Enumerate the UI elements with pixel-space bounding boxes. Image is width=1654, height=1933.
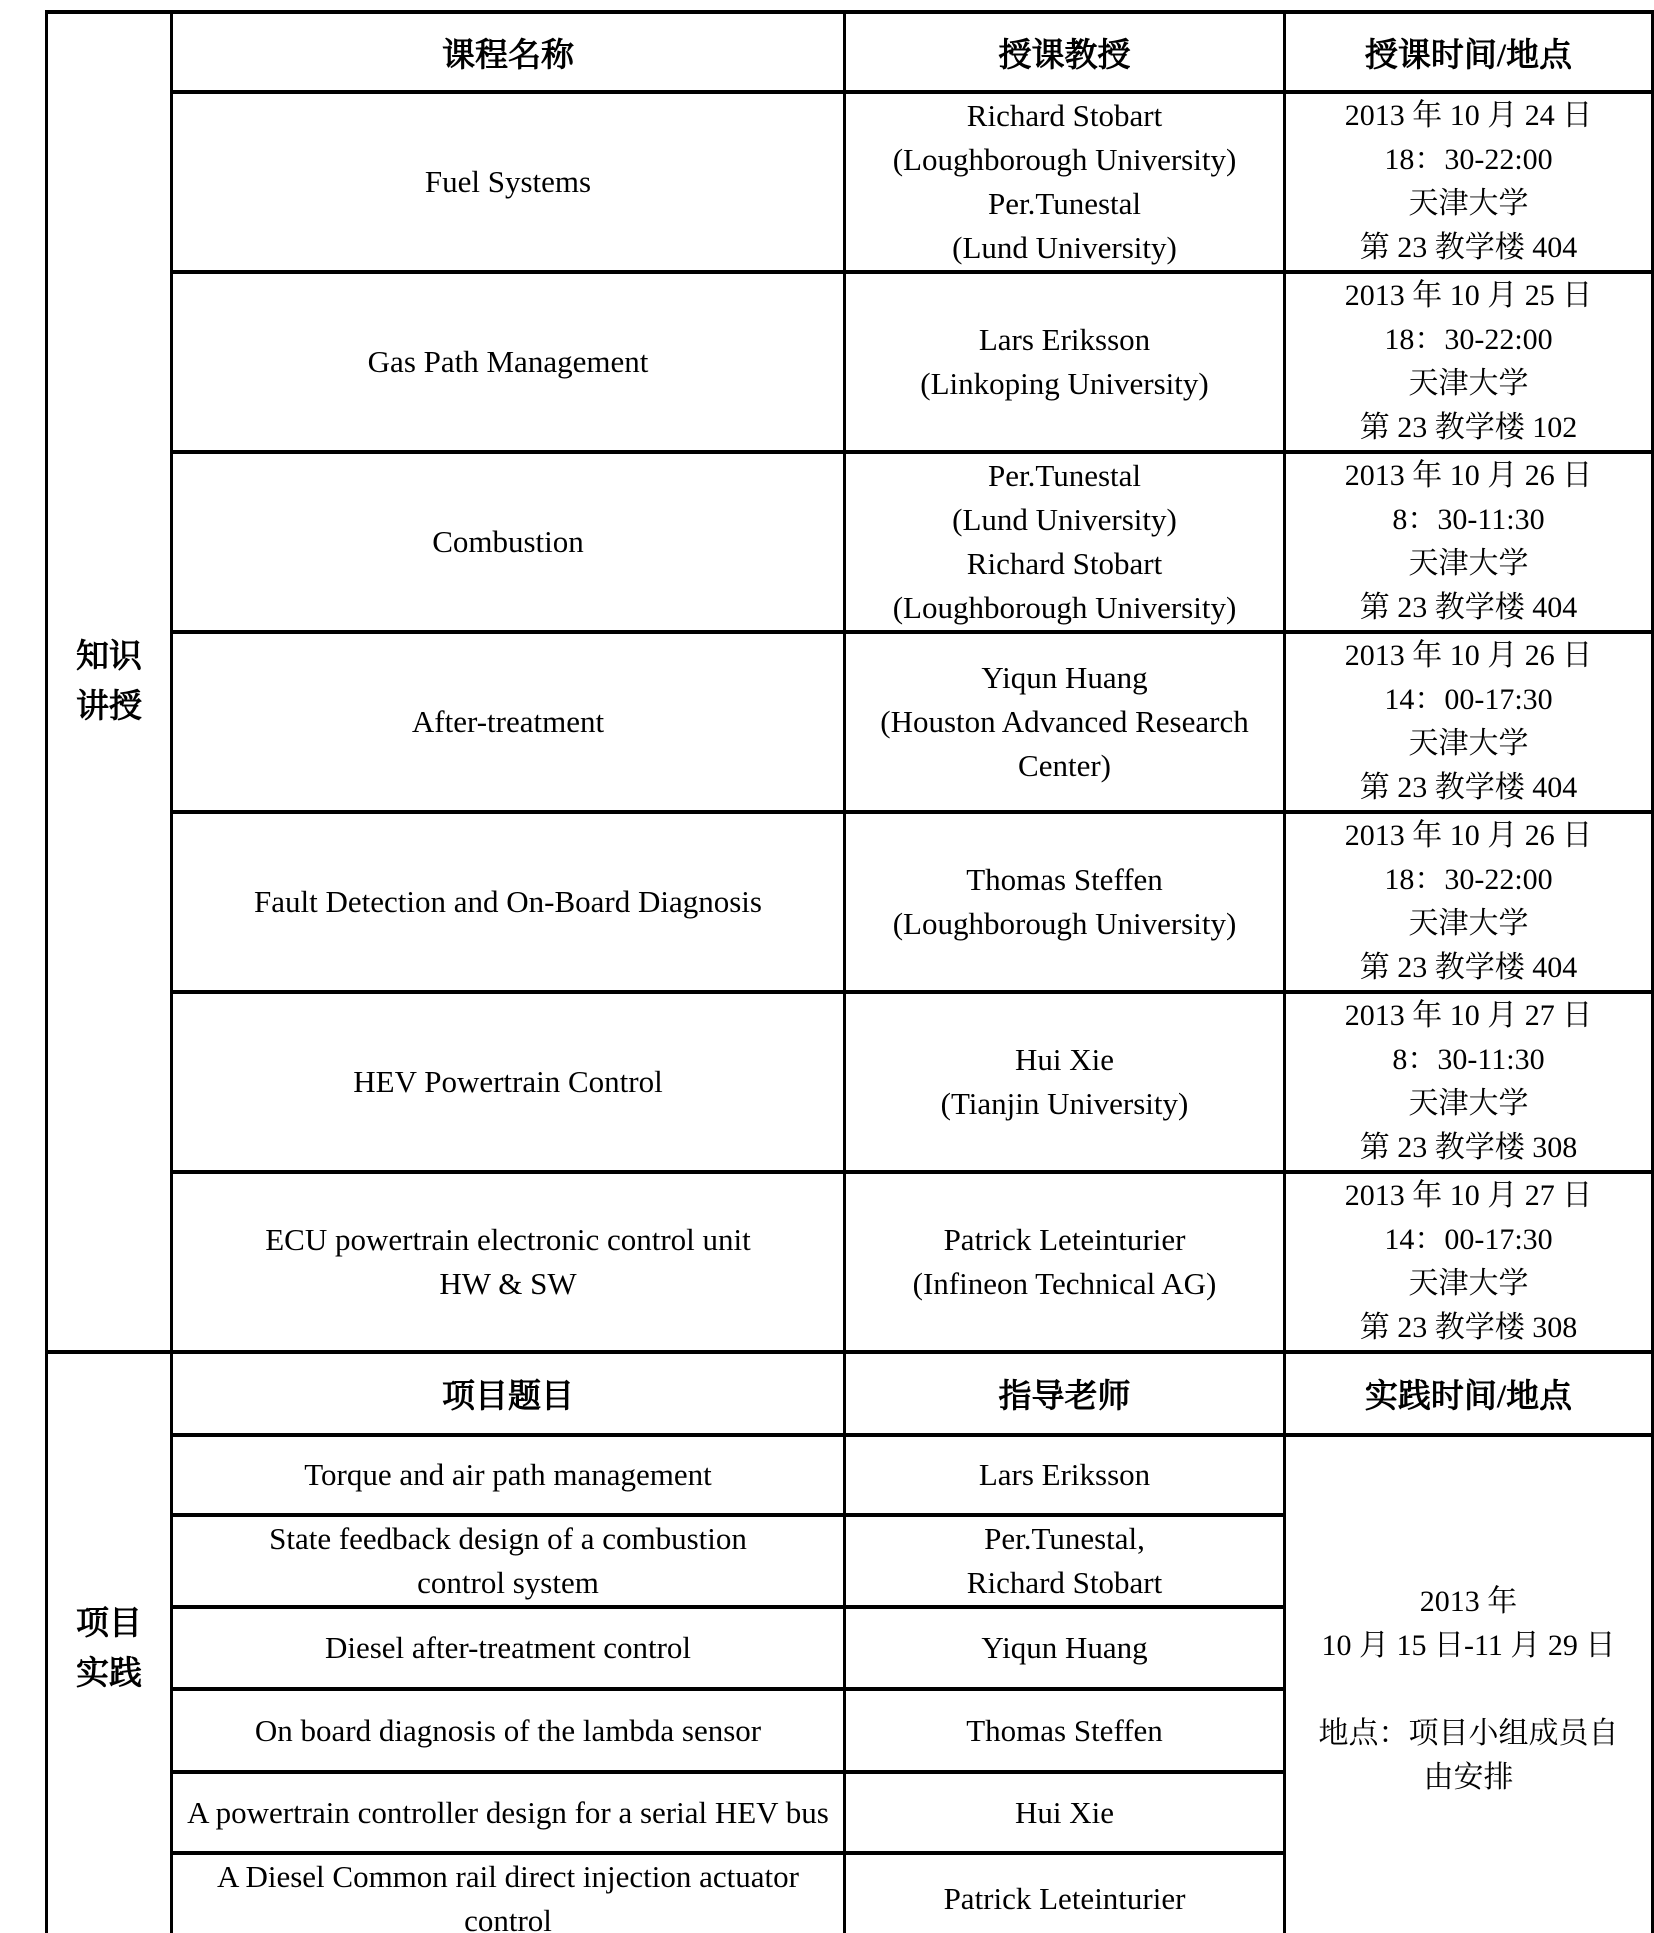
time-line: 2013 年 10 月 27 日: [1344, 1179, 1593, 1212]
project-cell: [172, 1853, 845, 1933]
teacher-cell: [845, 1853, 1285, 1933]
time-cell: [1285, 272, 1653, 452]
professor-cell: [845, 92, 1285, 272]
time-cell: [1285, 812, 1653, 992]
time-line: 第 23 教学楼 308: [1359, 1131, 1578, 1164]
professor-line: (Lund University): [952, 230, 1177, 265]
time-cell: [1285, 1172, 1653, 1352]
course-name: Combustion: [432, 524, 584, 559]
header-teaching-time-location: 授课时间/地点: [1285, 12, 1653, 92]
table-row: [47, 452, 1653, 632]
professor-cell: [845, 1172, 1285, 1352]
teacher-line: Patrick Leteinturier: [943, 1881, 1186, 1916]
table-row: [47, 1435, 1653, 1515]
time-line: 天津大学: [1408, 1087, 1529, 1120]
teacher-line: Richard Stobart: [966, 1565, 1163, 1600]
time-cell: [1285, 452, 1653, 632]
course-cell: [172, 812, 845, 992]
header-professor: 授课教授: [845, 12, 1285, 92]
table-row: [47, 992, 1653, 1172]
professor-line: Per.Tunestal: [987, 186, 1142, 221]
time-cell: [1285, 92, 1653, 272]
project-cell: [172, 1772, 845, 1853]
time-line: 第 23 教学楼 404: [1359, 231, 1578, 264]
course-name: ECU powertrain electronic control unit: [265, 1222, 751, 1257]
teacher-line: Lars Eriksson: [978, 1457, 1151, 1492]
time-line: 天津大学: [1408, 187, 1529, 220]
time-line: 2013 年 10 月 26 日: [1344, 459, 1593, 492]
professor-line: (Houston Advanced Research: [880, 704, 1249, 739]
course-cell: [172, 992, 845, 1172]
professor-cell: [845, 992, 1285, 1172]
project-cell: [172, 1689, 845, 1772]
course-cell: [172, 1172, 845, 1352]
course-name: HEV Powertrain Control: [353, 1064, 663, 1099]
course-name: Gas Path Management: [367, 344, 649, 379]
time-line: 天津大学: [1408, 367, 1529, 400]
professor-line: (Lund University): [952, 502, 1177, 537]
professor-line: Patrick Leteinturier: [943, 1222, 1186, 1257]
teacher-line: Hui Xie: [1014, 1794, 1114, 1830]
course-name: After-treatment: [411, 704, 605, 739]
time-line: 18：30-22:00: [1384, 323, 1553, 356]
teacher-line: Per.Tunestal,: [984, 1521, 1145, 1556]
group-label-line: 项目: [76, 1605, 142, 1642]
group-label-knowledge-teaching: [47, 12, 172, 1352]
course-name: HW & SW: [439, 1266, 577, 1301]
practice-time-line: 由安排: [1423, 1761, 1514, 1794]
professor-line: (Linkoping University): [920, 366, 1209, 401]
professor-line: Thomas Steffen: [966, 862, 1163, 897]
professor-line: Yiqun Huang: [981, 660, 1148, 695]
project-title: Torque and air path management: [304, 1457, 712, 1492]
time-line: 2013 年 10 月 25 日: [1344, 279, 1593, 312]
time-line: 第 23 教学楼 404: [1359, 951, 1578, 984]
project-title: Diesel after-treatment control: [324, 1630, 692, 1665]
table-row: [47, 272, 1653, 452]
time-line: 2013 年 10 月 24 日: [1344, 99, 1593, 132]
course-cell: [172, 452, 845, 632]
teacher-cell: [845, 1689, 1285, 1772]
professor-cell: [845, 452, 1285, 632]
professor-cell: [845, 632, 1285, 812]
project-title: control: [464, 1903, 552, 1933]
teacher-cell: [845, 1607, 1285, 1689]
teacher-cell: [845, 1435, 1285, 1515]
table-row: [47, 1172, 1653, 1352]
teacher-line: Yiqun Huang: [981, 1630, 1148, 1665]
practice-time-cell: [1285, 1435, 1653, 1933]
table-row: [47, 812, 1653, 992]
project-cell: [172, 1607, 845, 1689]
professor-line: (Loughborough University): [892, 906, 1237, 941]
section1-header-row: [47, 12, 1653, 92]
time-line: 8：30-11:30: [1392, 503, 1545, 536]
practice-time-line: 10 月 15 日-11 月 29 日: [1321, 1629, 1616, 1662]
time-line: 2013 年 10 月 26 日: [1344, 819, 1593, 852]
time-line: 14：00-17:30: [1384, 683, 1553, 716]
section2-header-row: [47, 1352, 1653, 1435]
course-cell: [172, 92, 845, 272]
professor-line: Per.Tunestal: [987, 458, 1142, 493]
time-line: 第 23 教学楼 404: [1359, 771, 1578, 804]
teacher-line: Thomas Steffen: [966, 1712, 1163, 1748]
professor-line: Center): [1018, 748, 1111, 783]
time-line: 2013 年 10 月 26 日: [1344, 639, 1593, 672]
time-line: 14：00-17:30: [1384, 1223, 1553, 1256]
time-line: 2013 年 10 月 27 日: [1344, 999, 1593, 1032]
time-line: 天津大学: [1408, 1267, 1529, 1300]
project-cell: [172, 1435, 845, 1515]
group-label-project-practice: [47, 1352, 172, 1933]
group-label-line: 实践: [76, 1655, 142, 1692]
professor-line: Lars Eriksson: [978, 322, 1151, 357]
professor-line: (Tianjin University): [940, 1086, 1189, 1121]
table-row: [47, 632, 1653, 812]
practice-time-line: [1286, 1668, 1651, 1712]
professor-line: Richard Stobart: [966, 546, 1163, 581]
time-line: 8：30-11:30: [1392, 1043, 1545, 1076]
time-line: 第 23 教学楼 102: [1359, 411, 1578, 444]
time-line: 天津大学: [1408, 547, 1529, 580]
professor-line: Richard Stobart: [966, 98, 1163, 133]
time-line: 第 23 教学楼 308: [1359, 1311, 1578, 1344]
project-cell: [172, 1515, 845, 1607]
project-title: A powertrain controller design for a serial HEV bus: [187, 1794, 829, 1830]
time-cell: [1285, 632, 1653, 812]
professor-line: (Infineon Technical AG): [912, 1266, 1217, 1301]
project-title: State feedback design of a combustion: [269, 1521, 747, 1556]
time-line: 第 23 教学楼 404: [1359, 591, 1578, 624]
project-title: control system: [417, 1565, 599, 1600]
professor-line: (Loughborough University): [892, 142, 1237, 177]
header-advisor: 指导老师: [845, 1352, 1285, 1435]
practice-time-line: 地点：项目小组成员自: [1318, 1717, 1619, 1750]
header-project-title: 项目题目: [172, 1352, 845, 1435]
table-row: [47, 92, 1653, 272]
time-cell: [1285, 992, 1653, 1172]
project-title: On board diagnosis of the lambda sensor: [254, 1712, 762, 1748]
course-name: Fault Detection and On-Board Diagnosis: [254, 884, 762, 919]
project-title: A Diesel Common rail direct injection actuator: [217, 1859, 799, 1894]
header-course-name: 课程名称: [172, 12, 845, 92]
course-cell: [172, 632, 845, 812]
header-practice-time-location: 实践时间/地点: [1285, 1352, 1653, 1435]
course-cell: [172, 272, 845, 452]
time-line: 天津大学: [1408, 727, 1529, 760]
practice-time-line: 2013 年: [1419, 1585, 1518, 1618]
course-name: Fuel Systems: [424, 164, 592, 199]
time-line: 18：30-22:00: [1384, 143, 1553, 176]
time-line: 18：30-22:00: [1384, 863, 1553, 896]
group-label-line: 知识: [76, 639, 142, 675]
time-line: 天津大学: [1408, 907, 1529, 940]
teacher-cell: [845, 1515, 1285, 1607]
course-schedule-table: [45, 10, 1654, 1933]
group-label-line: 讲授: [76, 689, 142, 725]
teacher-cell: [845, 1772, 1285, 1853]
professor-line: Hui Xie: [1014, 1042, 1114, 1077]
professor-line: (Loughborough University): [892, 590, 1237, 625]
professor-cell: [845, 272, 1285, 452]
professor-cell: [845, 812, 1285, 992]
